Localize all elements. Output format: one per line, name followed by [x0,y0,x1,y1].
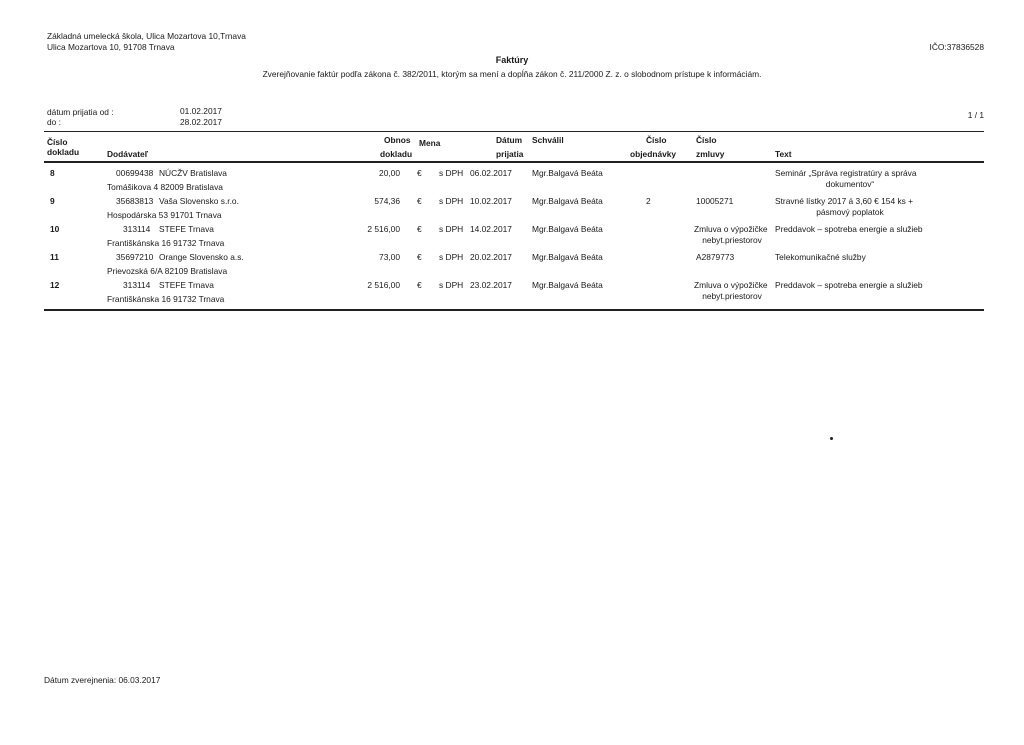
supplier-address: Františkánska 16 91732 Trnava [107,238,225,248]
vat-flag: s DPH [439,280,464,290]
publication-date: Dátum zverejnenia: 06.03.2017 [44,675,161,685]
col-cislo-line1: Číslo [47,137,68,147]
received-date: 14.02.2017 [470,224,512,234]
col-objednavka-line2: objednávky [630,149,677,159]
amount: 20,00 [379,168,400,178]
contract-number-line2: nebyt.priestorov [702,291,762,301]
supplier-name: STEFE Trnava [159,280,214,290]
table-bottom-rule [44,309,984,311]
approved-by: Mgr.Balgavá Beáta [532,280,603,290]
col-text: Text [775,149,792,159]
currency: € [417,224,422,234]
description: Preddavok – spotreba energie a služieb [775,280,923,290]
amount: 2 516,00 [367,224,400,234]
scan-speck [830,437,833,440]
supplier-ico: 313114 [123,280,151,290]
description-line2: dokumentov“ [825,179,875,189]
supplier-name: STEFE Trnava [159,224,214,234]
row-number: 12 [50,280,60,290]
description: Telekomunikačné služby [775,252,866,262]
received-date: 20.02.2017 [470,252,512,262]
col-schvalil: Schválil [532,135,564,145]
approved-by: Mgr.Balgavá Beáta [532,168,603,178]
row-number: 9 [50,196,55,206]
currency: € [417,280,422,290]
col-datum-line2: prijatia [496,149,524,159]
amount: 574,36 [374,196,400,206]
amount: 73,00 [379,252,400,262]
currency: € [417,252,422,262]
page-subtitle: Zverejňovanie faktúr podľa zákona č. 382/2011, ktorým sa mení a dopĺňa zákon č. 211/2000 Z. z. o slobodnom prístupe k informáciám. [262,69,762,79]
contract-number-line2: nebyt.priestorov [702,235,762,245]
col-zmluva-line1: Číslo [696,135,717,145]
row-number: 11 [50,252,59,262]
supplier-address: Prievozská 6/A 82109 Bratislava [107,266,228,276]
supplier-address: Hospodárska 53 91701 Trnava [107,210,222,220]
supplier-name: NÚCŽV Bratislava [159,168,227,178]
received-date: 06.02.2017 [470,168,512,178]
approved-by: Mgr.Balgavá Beáta [532,252,603,262]
supplier-ico: 35683813 [116,196,154,206]
description-line2: pásmový poplatok [816,207,884,217]
ico-number: IČO:37836528 [929,42,984,52]
col-objednavka-line1: Číslo [646,135,667,145]
description: Seminár „Správa registratúry a správa [775,168,917,178]
school-name: Základná umelecká škola, Ulica Mozartova 10,Trnava [47,31,246,41]
school-address: Ulica Mozartova 10, 91708 Trnava [47,42,175,52]
date-to-label: do : [47,117,61,127]
vat-flag: s DPH [439,252,464,262]
contract-number: Zmluva o výpožičke [694,280,768,290]
supplier-ico: 00699438 [116,168,154,178]
page-title: Faktúry [495,55,529,65]
contract-number: A2879773 [696,252,735,262]
supplier-name: Orange Slovensko a.s. [159,252,244,262]
row-number: 10 [50,224,60,234]
vat-flag: s DPH [439,168,464,178]
received-date: 10.02.2017 [470,196,512,206]
col-mena: Mena [419,138,441,148]
row-number: 8 [50,168,55,178]
supplier-name: Vaša Slovensko s.r.o. [159,196,239,206]
contract-number: Zmluva o výpožičke [694,224,768,234]
page-number: 1 / 1 [967,110,984,120]
supplier-address: Františkánska 16 91732 Trnava [107,294,225,304]
description: Preddavok – spotreba energie a služieb [775,224,923,234]
date-from-label: dátum prijatia od : [47,107,114,117]
supplier-ico: 313114 [123,224,151,234]
amount: 2 516,00 [367,280,400,290]
col-zmluva-line2: zmluvy [696,149,725,159]
col-datum-line1: Dátum [496,135,523,145]
received-date: 23.02.2017 [470,280,512,290]
col-obnos-line2: dokladu [380,149,413,159]
vat-flag: s DPH [439,224,464,234]
order-number: 2 [646,196,651,206]
vat-flag: s DPH [439,196,464,206]
col-dodavatel: Dodávateľ [107,149,148,159]
date-to-value: 28.02.2017 [180,117,222,127]
approved-by: Mgr.Balgavá Beáta [532,196,603,206]
currency: € [417,196,422,206]
supplier-ico: 35697210 [116,252,154,262]
description: Stravné lístky 2017 á 3,60 € 154 ks + [775,196,914,206]
currency: € [417,168,422,178]
approved-by: Mgr.Balgavá Beáta [532,224,603,234]
col-cislo-line2: dokladu [47,147,80,157]
supplier-address: Tomášikova 4 82009 Bratislava [107,182,223,192]
table-header-rule [44,161,984,163]
col-obnos-line1: Obnos [384,135,411,145]
table-top-rule [44,131,984,132]
contract-number: 10005271 [696,196,734,206]
date-from-value: 01.02.2017 [180,106,222,116]
